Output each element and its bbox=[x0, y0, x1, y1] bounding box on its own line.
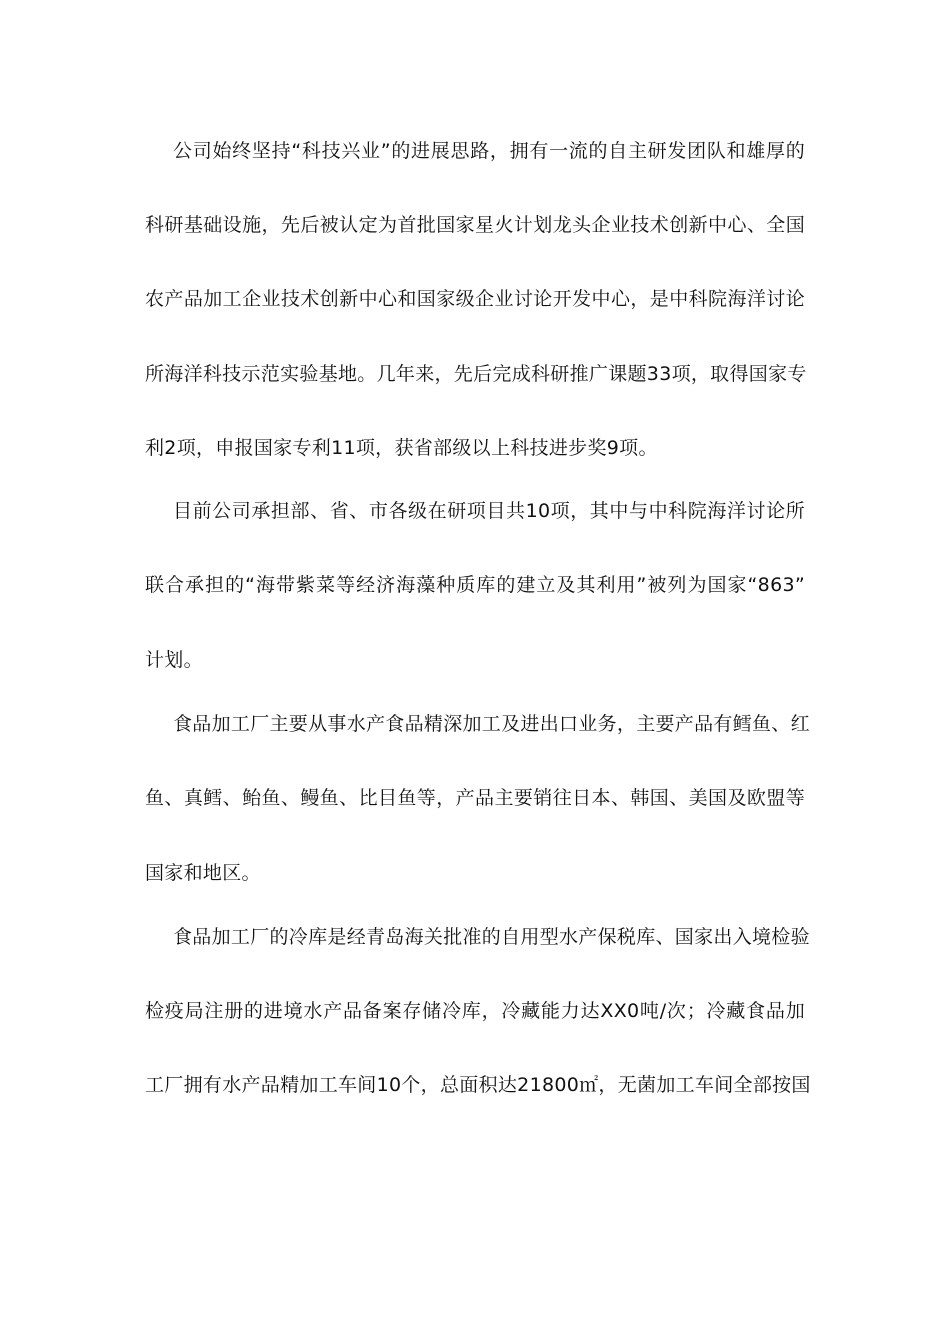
paragraph-4-line-3: 工厂拥有水产品精加工车间10个，总面积达21800㎡，无菌加工车间全部按国 bbox=[145, 1074, 811, 1096]
paragraph-1-line-4: 所海洋科技示范实验基地。几年来，先后完成科研推广课题33项，取得国家专 bbox=[145, 363, 807, 385]
paragraph-4-line-1: 食品加工厂的冷库是经青岛海关批准的自用型水产保税库、国家出入境检验 bbox=[173, 926, 810, 948]
paragraph-1-line-1: 公司始终坚持“科技兴业”的进展思路，拥有一流的自主研发团队和雄厚的 bbox=[173, 140, 805, 162]
paragraph-2-line-3: 计划。 bbox=[145, 649, 203, 671]
paragraph-1-line-5: 利2项，申报国家专利11项，获省部级以上科技进步奖9项。 bbox=[145, 437, 658, 459]
paragraph-1-line-2: 科研基础设施，先后被认定为首批国家星火计划龙头企业技术创新中心、全国 bbox=[145, 214, 805, 236]
paragraph-2-line-2: 联合承担的“海带紫菜等经济海藻种质库的建立及其利用”被列为国家“863” bbox=[145, 574, 805, 596]
paragraph-1-line-3: 农产品加工企业技术创新中心和国家级企业讨论开发中心，是中科院海洋讨论 bbox=[145, 288, 805, 310]
paragraph-3-line-2: 鱼、真鳕、鲐鱼、鳗鱼、比目鱼等，产品主要销往日本、韩国、美国及欧盟等 bbox=[145, 787, 805, 809]
paragraph-3-line-3: 国家和地区。 bbox=[145, 862, 261, 884]
paragraph-3-line-1: 食品加工厂主要从事水产食品精深加工及进出口业务，主要产品有鳕鱼、红 bbox=[173, 713, 810, 735]
paragraph-4-line-2: 检疫局注册的进境水产品备案存储冷库，冷藏能力达XX0吨/次；冷藏食品加 bbox=[145, 1000, 805, 1022]
paragraph-2-line-1: 目前公司承担部、省、市各级在研项目共10项，其中与中科院海洋讨论所 bbox=[173, 500, 805, 522]
